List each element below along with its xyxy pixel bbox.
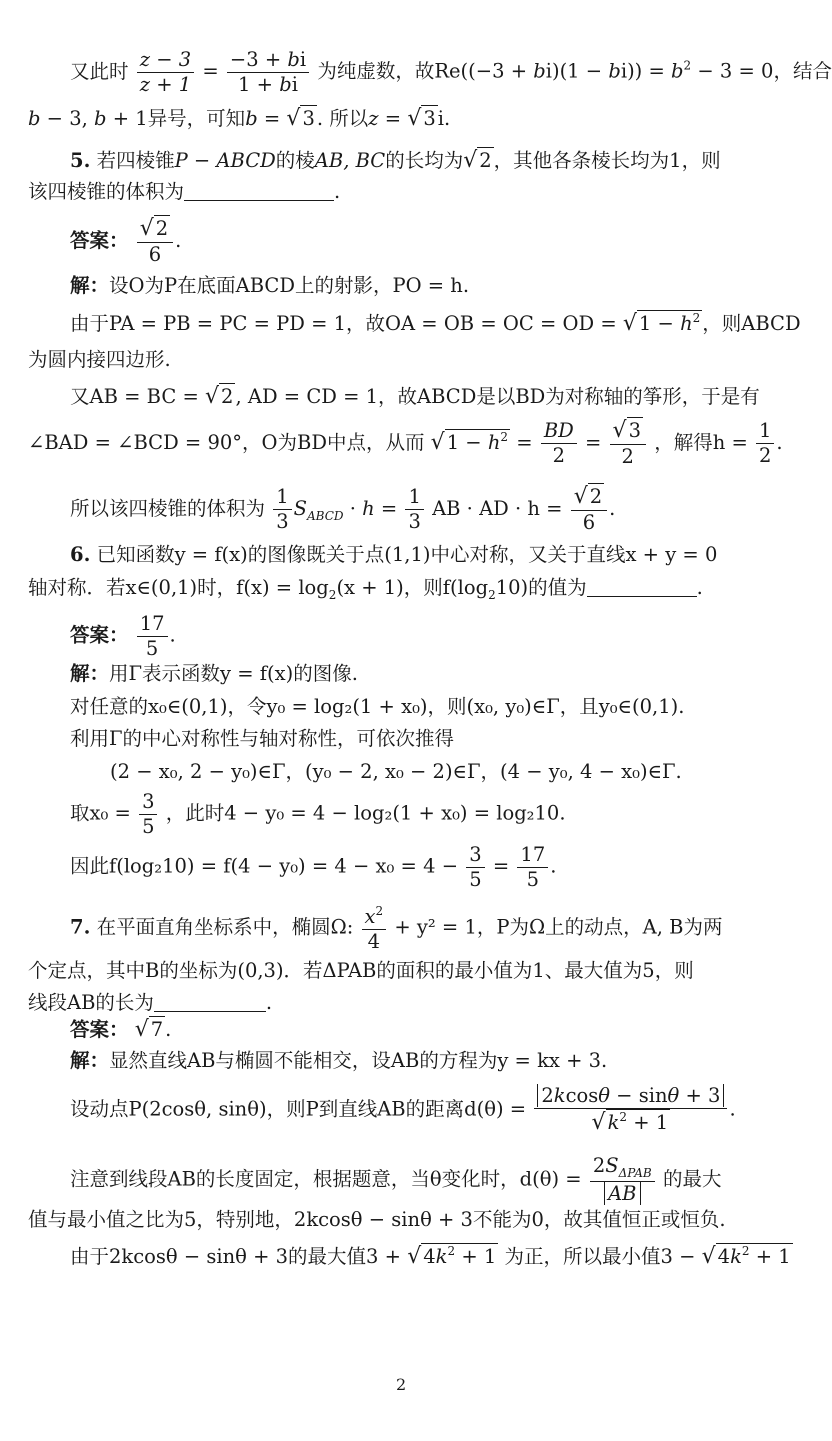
question-7-solution: 设动点P(2cosθ, sinθ)，则P到直线AB的距离d(θ) = $\frac{2kcos\theta - \sin\theta + 3}{√ k^2 + 1}$ .	[70, 1084, 736, 1135]
question-7-stem: 个定点，其中B的坐标为(0,3)．若ΔPAB的面积的最小值为1、最大值为5，则	[28, 959, 694, 982]
page-number: 2	[396, 1375, 407, 1394]
fraction: $\frac{√ 2}{6}$	[571, 486, 607, 533]
question-6-stem: 6. 已知函数y = f(x)的图像既关于点(1,1)中心对称，又关于直线x + y = 0	[70, 543, 718, 566]
fraction: $\frac{17}{5}$	[137, 614, 168, 658]
question-6-solution: 取x₀ = $\frac{3}{5}$ ，此时4 − y₀ = 4 − log₂(1 + x₀) = log₂10.	[70, 790, 566, 838]
question-5-stem: 5. 若四棱锥P − ABCD的棱AB, BC的长均为√ 2 ，其他各条棱长均为1，则	[70, 148, 721, 173]
question-5-solution: 解：设O为P在底面ABCD上的射影，PO = h.	[70, 274, 470, 297]
question-6-solution: (2 − x₀, 2 − y₀)∈Γ，(y₀ − 2, x₀ − 2)∈Γ，(4 − y₀, 4 − x₀)∈Γ.	[110, 760, 682, 783]
fraction: $\frac{1}{2}$	[756, 421, 774, 465]
fraction: $\frac{1}{3}$	[405, 487, 423, 531]
question-7-solution: 解：显然直线AB与椭圆不能相交，设AB的方程为y = kx + 3.	[70, 1049, 608, 1072]
question-6-stem: 轴对称．若x∈(0,1)时，$f(x) = \log_2(x + 1)$，则$f(\log_210)$的值为 .	[28, 576, 703, 602]
text-line: 又此时 $\frac{z - 3}{z + 1}$ = $\frac{-3 + bi}{1 + bi}$ 为纯虚数，故$Re((-3 + bi)(1 - bi)) = b^2 - 3 = 0$，结合	[70, 48, 832, 96]
fraction: $\frac{x^2}{4}$	[362, 905, 387, 951]
question-5-solution: 由于PA = PB = PC = PD = 1，故OA = OB = OC = OD = √ $1 - h^2$ ，则ABCD	[70, 311, 801, 336]
question-6-solution: 利用Γ的中心对称性与轴对称性，可依次推得	[70, 727, 455, 750]
answer-blank	[154, 993, 266, 1012]
fraction: $\frac{3}{5}$	[466, 845, 484, 889]
question-7-solution: 值与最小值之比为5，特别地，2kcosθ − sinθ + 3不能为0，故其值恒正或恒负.	[28, 1208, 726, 1231]
fraction: $\frac{BD}{2}$	[541, 421, 577, 465]
answer-blank	[587, 578, 697, 597]
question-7-stem: 7. 在平面直角坐标系中，椭圆Ω: $\frac{x^2}{4}$ + y² = 1，P为Ω上的动点，A, B为两	[70, 904, 723, 953]
fraction: $\frac{√ 2}{6}$	[137, 218, 173, 265]
question-5-solution: ∠BAD = ∠BCD = 90°，O为BD中点，从而 √ $1 - h^2$ = $\frac{BD}{2}$ = $\frac{√ 3}{2}$ ，解得h = $\frac{1}{2}$ .	[28, 418, 783, 468]
question-6-solution: 因此f(log₂10) = f(4 − y₀) = 4 − x₀ = 4 − $\frac{3}{5}$ = $\frac{17}{5}$ .	[70, 843, 557, 891]
fraction: $\frac{-3 + bi}{1 + bi}$	[227, 50, 309, 94]
question-7-stem: 线段AB的长为 .	[28, 991, 273, 1014]
question-6-solution: 对任意的x₀∈(0,1)，令y₀ = log₂(1 + x₀)，则(x₀, y₀)∈Γ，且y₀∈(0,1).	[70, 695, 685, 718]
question-5-stem: 该四棱锥的体积为 .	[28, 180, 341, 203]
question-5-solution: 所以该四棱锥的体积为 $\frac{1}{3}$ $S_{ABCD} \cdot h$ = $\frac{1}{3}$ AB · AD · h = $\frac{√ 2}{6}$ .	[70, 484, 616, 534]
fraction: $\frac{√ 3}{2}$	[610, 420, 646, 467]
answer-blank	[184, 182, 334, 201]
fraction: $\frac{3}{5}$	[139, 792, 157, 836]
question-7-answer: 答案： √ 7 .	[70, 1017, 172, 1042]
fraction: $\frac{2kcos\theta - \sin\theta + 3}{√ k^2 + 1}$	[534, 1086, 727, 1134]
text-line: b − 3, b + 1异号，可知b = √ 3 . 所以z = √ 3 i.	[28, 106, 451, 131]
question-7-solution: 由于2kcosθ − sinθ + 3的最大值3 + √ $4k^2 + 1$ 为正，所以最小值3 − √ $4k^2 + 1$	[70, 1244, 791, 1269]
question-5-answer: 答案： $\frac{√ 2}{6}$ .	[70, 216, 182, 266]
question-7-solution: 注意到线段AB的长度固定，根据题意，当θ变化时，d(θ) = $\frac{2S_{\Delta PAB}}{AB}$ 的最大	[70, 1154, 722, 1205]
fraction: $\frac{z - 3}{z + 1}$	[137, 50, 194, 94]
question-5-solution: 为圆内接四边形.	[28, 348, 171, 371]
fraction: $\frac{2S_{\Delta PAB}}{AB}$	[590, 1156, 655, 1204]
fraction: $\frac{1}{3}$	[273, 487, 291, 531]
question-6-solution: 解：用Γ表示函数y = f(x)的图像.	[70, 662, 358, 685]
question-6-answer: 答案： $\frac{17}{5}$ .	[70, 612, 176, 660]
question-5-solution: 又AB = BC = √ 2 , AD = CD = 1，故ABCD是以BD为对称轴的筝形，于是有	[70, 384, 760, 409]
fraction: $\frac{17}{5}$	[517, 845, 548, 889]
